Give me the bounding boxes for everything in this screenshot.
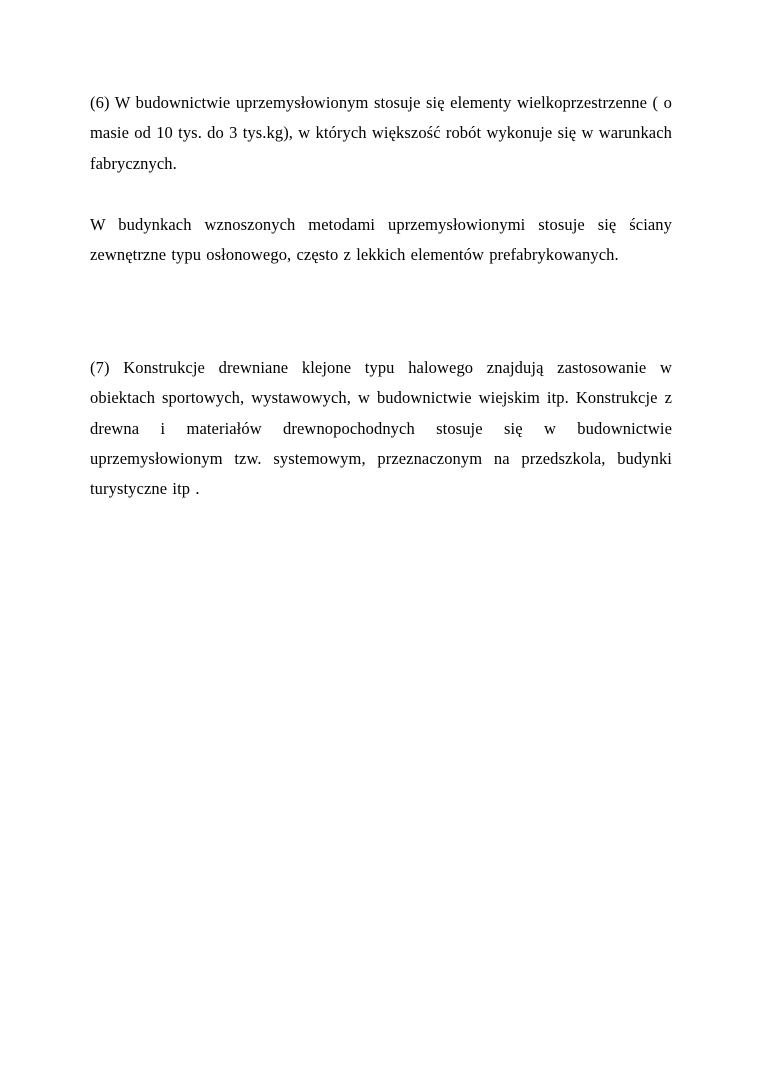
paragraph-6: (6) W budownictwie uprzemysłowionym stosuje się elementy wielkoprzestrzenne ( o masie od 10 tys. do 3 tys.kg), w których większość robót wykonuje się w warunkach fabrycznych. (90, 93, 672, 173)
paragraph-walls: W budynkach wznoszonych metodami uprzemysłowionymi stosuje się ściany zewnętrzne typu osłonowego, często z lekkich elementów prefabrykowanych. (90, 215, 672, 265)
paragraph-7: (7) Konstrukcje drewniane klejone typu halowego znajdują zastosowanie w obiektach sportowych, wystawowych, w budownictwie wiejskim itp. Konstrukcje z drewna i materiałów drewnopochodnych stosuje się w budownictwie uprzemysłowionym tzw. systemowym, przeznaczonym na przedszkola, budynki turystyczne itp . (90, 357, 672, 499)
